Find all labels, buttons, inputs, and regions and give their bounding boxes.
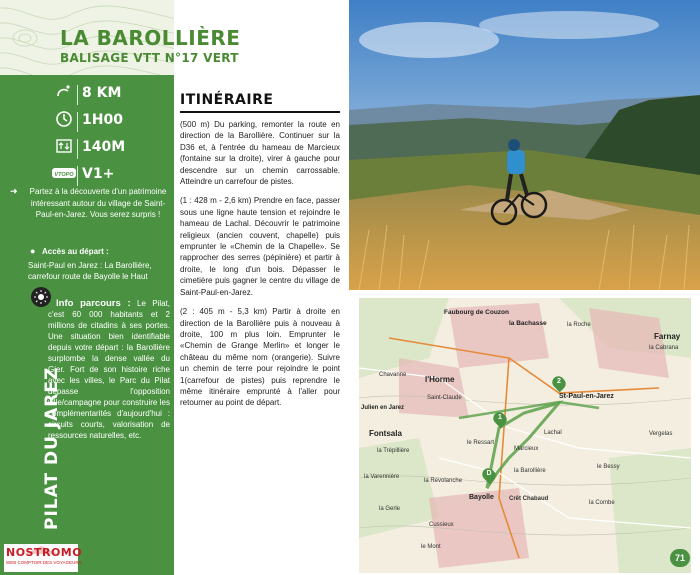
stats-box (52, 82, 172, 186)
stat-distance-value: 8 KM (82, 85, 122, 101)
map-label: Saint-Claude (427, 395, 462, 401)
map-label: Lachal (544, 430, 562, 436)
stat-separator (77, 139, 78, 159)
map-label: Marcieux (514, 446, 539, 452)
route-subtitle: BALISAGE VTT N°17 VERT (60, 51, 239, 65)
info-label: Info parcours : (56, 298, 131, 309)
itinerary-body (180, 119, 340, 417)
map-label: la Roche (567, 322, 591, 328)
bike-icon (52, 82, 76, 106)
map-label: Cussieux (429, 522, 454, 528)
map-label: la Cabrana (649, 345, 679, 351)
info-text: Le Pilat, c'est 60 000 habitants et 2 millions de citadins à ses portes. Une situation bien identifiable depuis votre départ : la Barollière surplombe la dense vallée du Gier. Fort de son histoire riche avec les villes, le Parc du Pilat dépasse l'opposition ville/campagne pour construire les complémentarités d'aujourd'hui : circuits courts, valorisation de ressources naturelles, etc. (48, 299, 170, 440)
stat-elevation (52, 136, 172, 162)
map-marker-label: 2 (557, 378, 561, 385)
map-town: Fontsala (369, 429, 402, 438)
map-town: Bayolle (469, 494, 494, 501)
clock-icon (52, 109, 76, 133)
map-marker-label: 1 (498, 414, 502, 421)
route-title: LA BAROLLIÈRE (60, 26, 241, 50)
map-town: Faubourg de Couzon (444, 309, 509, 316)
map-label: Chavanne (379, 372, 407, 378)
itinerary-paragraph: (500 m) Du parking, remonter la route en direction de la Barollière. Continuer sur la D36 et, à l'entrée du hameau de Marcieux (fontaine sur la droite), virer à gauche pour descendre sur un chemin carrossable. Atteindre un carrefour de pistes. (180, 120, 340, 187)
map-label: la Varennière (364, 474, 400, 480)
map-town: St-Paul-en-Jarez (559, 393, 614, 400)
map-label: la Trépillière (377, 448, 410, 454)
logo-tagline: WEB COMPTOIR DES VOYAGEURS (6, 560, 82, 565)
itinerary-paragraph: (2 : 405 m - 5,3 km) Partir à droite en direction de la Barollière puis à nouveau à droite, 100 m plus loin. Emprunter le «Chemin de Grange Merlin» et longer le château du même nom (orangerie). Suivre un chemin de terre pour rejoindre le point 1(carrefour de pistes) puis reprendre le même itinéraire emprunté à l'aller pour retourner au point de départ. (180, 307, 340, 408)
stat-elevation-value: 140M (82, 139, 126, 155)
arrow-icon: ➜ (10, 186, 18, 196)
map-label: le Mont (421, 544, 441, 550)
itinerary-title: ITINÉRAIRE (180, 92, 274, 108)
map-town: la Bachasse (509, 320, 547, 327)
stat-separator (77, 166, 78, 186)
info-block (48, 298, 170, 441)
route-map (359, 298, 691, 573)
stat-distance (52, 82, 172, 108)
map-town: Farnay (654, 332, 681, 341)
logo-name: NOSTROMO (6, 546, 83, 559)
cyclist-photo (349, 0, 700, 290)
level-icon (52, 163, 76, 187)
map-label: la Combe (589, 500, 615, 506)
map-marker-label: D (486, 470, 492, 477)
access-text: Saint-Paul en Jarez : La Barollière, carrefour route de Bayolle le Haut (28, 261, 152, 281)
stat-separator (77, 85, 78, 105)
map-label: le Ressart (467, 440, 495, 446)
level-badge-text: VTOPO (54, 172, 74, 178)
map-label: la Barollière (514, 468, 546, 474)
map-label: Crêt Chabaud (509, 496, 549, 502)
region-label: PILAT DU JAREZ (42, 366, 62, 530)
map-background (359, 298, 691, 573)
stat-separator (77, 112, 78, 132)
map-town: Julien en Jarez (361, 405, 405, 411)
pin-icon: ● (30, 246, 36, 256)
itinerary-paragraph: (1 : 428 m - 2,6 km) Prendre en face, passer sous une ligne haute tension et rejoindre le hameau de Lachal. Découvrir le patrimoine religieux (ancien couvent, chapelle) puis emprunter le «Chemin de la Chapelle». Se rapprocher des serres (pépinière) et partir à droite, le long d'un bois. Dépasser le cimetière puis gagner le centre du village de Saint-Paul-en-Jarez. (180, 196, 340, 297)
itinerary-rule (180, 111, 340, 113)
map-label: la Gerle (379, 506, 401, 512)
page-number: 71 (670, 549, 690, 567)
elevation-icon (52, 136, 76, 160)
map-label: le Bessy (597, 464, 620, 470)
map-label: la Revolanche (424, 478, 463, 484)
stat-level-value: V1+ (82, 166, 115, 182)
access-title: Accès au départ : (42, 247, 109, 256)
map-label: Vergelas (649, 431, 673, 437)
intro-text: Partez à la découverte d'un patrimoine intéressant autour du village de Saint-Paul-en-Jarez. Vous serez surpris ! (29, 187, 167, 219)
stat-duration (52, 109, 172, 135)
map-town: l'Horme (425, 375, 455, 384)
stat-duration-value: 1H00 (82, 112, 123, 128)
